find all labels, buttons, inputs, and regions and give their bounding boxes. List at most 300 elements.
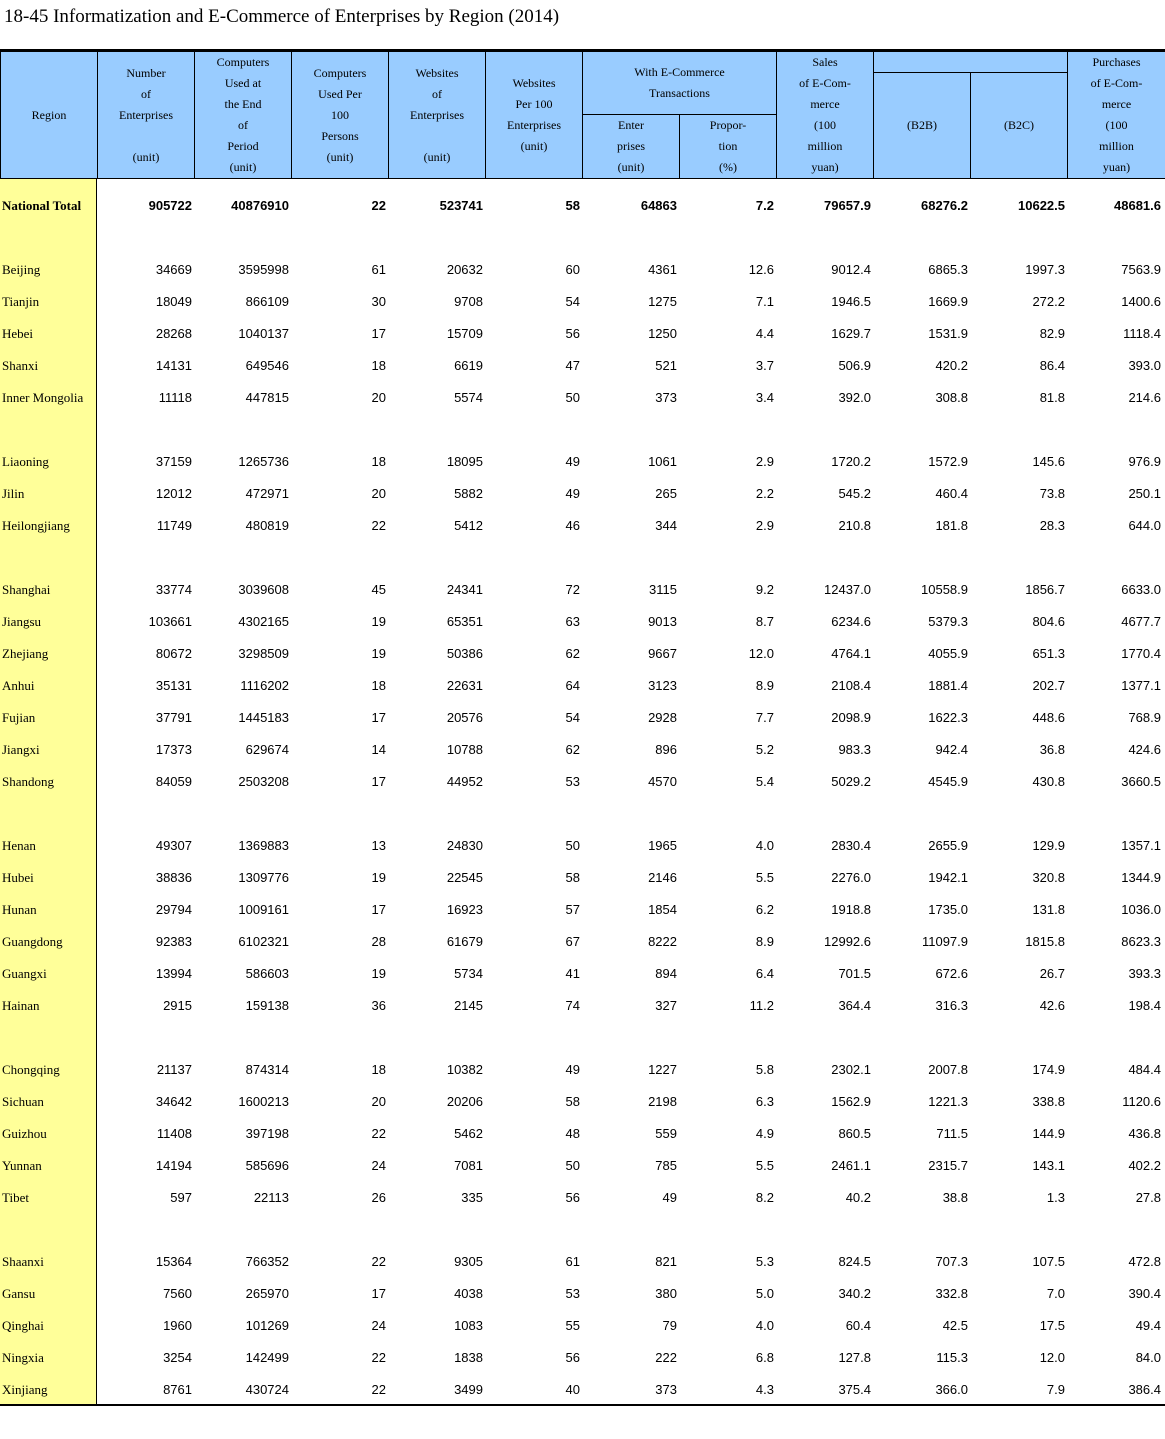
cell-websites: 6619 (454, 358, 483, 373)
cell-computers-used: 649546 (245, 358, 289, 373)
cell-ecommerce-proportion: 8.9 (755, 934, 774, 949)
cell-computers-used: 1445183 (238, 710, 289, 725)
cell-b2c: 26.7 (1039, 966, 1065, 981)
cell-ecommerce-enterprises: 821 (655, 1254, 677, 1269)
region-name: Jiangsu (2, 614, 41, 629)
cell-websites: 44952 (446, 774, 483, 789)
cell-number-of-enterprises: 7560 (163, 1286, 192, 1301)
cell-number-of-enterprises: 1960 (163, 1318, 192, 1333)
header-b2b: (B2B) (874, 73, 971, 179)
cell-b2b: 672.6 (935, 966, 968, 981)
cell-number-of-enterprises: 84059 (155, 774, 192, 789)
cell-purchases: 1377.1 (1121, 678, 1161, 693)
cell-number-of-enterprises: 33774 (155, 582, 192, 597)
cell-computers-used: 1369883 (238, 838, 289, 853)
cell-ecommerce-proportion: 5.5 (755, 1158, 774, 1173)
cell-purchases: 1344.9 (1121, 870, 1161, 885)
cell-sales: 824.5 (838, 1254, 871, 1269)
cell-computers-used: 6102321 (238, 934, 289, 949)
cell-b2c: 320.8 (1032, 870, 1065, 885)
cell-websites: 20206 (446, 1094, 483, 1109)
table-row (0, 1272, 1165, 1304)
cell-ecommerce-proportion: 9.2 (755, 582, 774, 597)
cell-b2b: 42.5 (942, 1318, 968, 1333)
table-row (0, 760, 1165, 792)
cell-websites-per-100: 57 (565, 902, 580, 917)
cell-number-of-enterprises: 11118 (158, 390, 192, 405)
cell-b2b: 1531.9 (928, 326, 968, 341)
table-row (0, 280, 1165, 312)
cell-sales: 983.3 (838, 742, 871, 757)
cell-ecommerce-enterprises: 1965 (648, 838, 677, 853)
cell-websites: 22545 (446, 870, 483, 885)
cell-ecommerce-enterprises: 222 (655, 1350, 677, 1365)
cell-sales: 375.4 (838, 1382, 871, 1397)
table-row (0, 376, 1165, 408)
cell-websites-per-100: 49 (565, 454, 580, 469)
cell-purchases: 27.8 (1135, 1190, 1161, 1205)
cell-computers-used: 629674 (245, 742, 289, 757)
cell-computers-used: 472971 (245, 486, 289, 501)
cell-computers-used: 866109 (245, 294, 289, 309)
cell-websites-per-100: 50 (565, 390, 580, 405)
cell-sales: 340.2 (838, 1286, 871, 1301)
region-name: Shaanxi (2, 1254, 44, 1269)
cell-websites: 9708 (454, 294, 483, 309)
cell-websites: 20576 (446, 710, 483, 725)
header-websites: Websites of Enterprises (unit) (389, 52, 486, 179)
region-name: Anhui (2, 678, 35, 693)
cell-websites: 523741 (439, 198, 483, 213)
cell-b2b: 366.0 (935, 1382, 968, 1397)
cell-ecommerce-proportion: 5.3 (755, 1254, 774, 1269)
cell-websites: 5412 (454, 518, 483, 533)
table-row (0, 568, 1165, 600)
cell-sales: 2098.9 (831, 710, 871, 725)
cell-ecommerce-enterprises: 265 (655, 486, 677, 501)
cell-number-of-enterprises: 34669 (155, 262, 192, 277)
cell-websites: 7081 (454, 1158, 483, 1173)
cell-ecommerce-proportion: 4.0 (755, 1318, 774, 1333)
cell-websites-per-100: 49 (565, 486, 580, 501)
cell-websites: 1838 (454, 1350, 483, 1365)
cell-purchases: 644.0 (1128, 518, 1161, 533)
region-name: Guizhou (2, 1126, 47, 1141)
cell-computers-used: 1040137 (238, 326, 289, 341)
cell-websites-per-100: 49 (565, 1062, 580, 1077)
cell-ecommerce-proportion: 7.7 (755, 710, 774, 725)
cell-purchases: 49.4 (1135, 1318, 1161, 1333)
cell-ecommerce-enterprises: 373 (655, 1382, 677, 1397)
cell-computers-per-100: 36 (371, 998, 386, 1013)
cell-computers-per-100: 24 (371, 1158, 386, 1173)
cell-b2c: 1997.3 (1025, 262, 1065, 277)
cell-websites-per-100: 63 (565, 614, 580, 629)
cell-computers-per-100: 17 (371, 326, 386, 341)
cell-purchases: 8623.3 (1121, 934, 1161, 949)
cell-websites-per-100: 54 (565, 294, 580, 309)
cell-number-of-enterprises: 38836 (155, 870, 192, 885)
cell-purchases: 250.1 (1128, 486, 1161, 501)
cell-purchases: 1770.4 (1121, 646, 1161, 661)
cell-b2b: 2007.8 (928, 1062, 968, 1077)
cell-computers-used: 766352 (245, 1254, 289, 1269)
region-name: Shandong (2, 774, 54, 789)
cell-computers-per-100: 61 (371, 262, 386, 277)
region-name: Jiangxi (2, 742, 40, 757)
cell-purchases: 84.0 (1135, 1350, 1161, 1365)
cell-purchases: 198.4 (1128, 998, 1161, 1013)
cell-b2b: 68276.2 (921, 198, 968, 213)
cell-ecommerce-proportion: 12.6 (748, 262, 774, 277)
table-row (0, 1176, 1165, 1208)
cell-computers-used: 1116202 (240, 678, 289, 693)
table-row (0, 1304, 1165, 1336)
table-row (0, 344, 1165, 376)
cell-websites: 5574 (454, 390, 483, 405)
cell-computers-per-100: 45 (371, 582, 386, 597)
header-ecommerce-group: With E-Commerce Transactions (583, 52, 777, 115)
region-name: Shanxi (2, 358, 39, 373)
cell-ecommerce-proportion: 2.9 (755, 518, 774, 533)
table-row (0, 856, 1165, 888)
table-body (0, 179, 1165, 1405)
region-name: Hunan (2, 902, 37, 917)
cell-websites-per-100: 55 (565, 1318, 580, 1333)
cell-computers-used: 2503208 (238, 774, 289, 789)
cell-sales: 2461.1 (831, 1158, 871, 1173)
cell-computers-per-100: 30 (371, 294, 386, 309)
cell-computers-used: 447815 (245, 390, 289, 405)
cell-computers-per-100: 13 (371, 838, 386, 853)
header-sales-spacer (874, 52, 1068, 73)
cell-computers-used: 586603 (245, 966, 289, 981)
cell-b2c: 430.8 (1032, 774, 1065, 789)
cell-number-of-enterprises: 28268 (155, 326, 192, 341)
cell-websites-per-100: 53 (565, 774, 580, 789)
cell-computers-per-100: 17 (371, 710, 386, 725)
cell-purchases: 393.0 (1128, 358, 1161, 373)
cell-websites-per-100: 40 (565, 1382, 580, 1397)
cell-b2c: 86.4 (1039, 358, 1065, 373)
cell-computers-per-100: 19 (371, 614, 386, 629)
cell-websites: 10382 (446, 1062, 483, 1077)
cell-ecommerce-proportion: 7.1 (755, 294, 774, 309)
cell-b2c: 12.0 (1039, 1350, 1065, 1365)
cell-computers-per-100: 22 (371, 198, 386, 213)
region-name: Ningxia (2, 1350, 44, 1365)
cell-computers-used: 3298509 (238, 646, 289, 661)
table-row (0, 728, 1165, 760)
cell-computers-per-100: 14 (371, 742, 386, 757)
cell-computers-per-100: 22 (371, 1126, 386, 1141)
header-ecommerce-proportion: Propor- tion (%) (680, 115, 777, 179)
cell-b2b: 1735.0 (928, 902, 968, 917)
cell-computers-per-100: 20 (371, 1094, 386, 1109)
cell-b2b: 1572.9 (928, 454, 968, 469)
cell-computers-used: 101269 (245, 1318, 289, 1333)
cell-b2c: 145.6 (1032, 454, 1065, 469)
bottom-rule (0, 1404, 1165, 1406)
cell-purchases: 1357.1 (1121, 838, 1161, 853)
cell-b2b: 11097.9 (921, 934, 968, 949)
cell-ecommerce-enterprises: 1227 (648, 1062, 677, 1077)
cell-websites-per-100: 56 (565, 1350, 580, 1365)
cell-computers-per-100: 20 (371, 390, 386, 405)
cell-sales: 364.4 (838, 998, 871, 1013)
cell-ecommerce-enterprises: 2146 (648, 870, 677, 885)
cell-computers-per-100: 17 (371, 774, 386, 789)
cell-computers-used: 3039608 (238, 582, 289, 597)
cell-websites-per-100: 74 (565, 998, 580, 1013)
cell-ecommerce-proportion: 2.9 (755, 454, 774, 469)
cell-purchases: 402.2 (1128, 1158, 1161, 1173)
cell-computers-per-100: 17 (371, 1286, 386, 1301)
cell-purchases: 3660.5 (1121, 774, 1161, 789)
table-row (0, 888, 1165, 920)
cell-websites-per-100: 64 (565, 678, 580, 693)
cell-purchases: 393.3 (1128, 966, 1161, 981)
region-name: Guangdong (2, 934, 63, 949)
cell-b2b: 6865.3 (928, 262, 968, 277)
cell-ecommerce-enterprises: 1250 (648, 326, 677, 341)
cell-b2c: 338.8 (1032, 1094, 1065, 1109)
cell-sales: 2108.4 (831, 678, 871, 693)
header-number-of-enterprises: Number of Enterprises (unit) (98, 52, 195, 179)
cell-purchases: 6633.0 (1121, 582, 1161, 597)
region-name: Hainan (2, 998, 40, 1013)
cell-websites: 5734 (454, 966, 483, 981)
cell-ecommerce-enterprises: 9667 (648, 646, 677, 661)
cell-number-of-enterprises: 80672 (155, 646, 192, 661)
cell-ecommerce-enterprises: 49 (662, 1190, 677, 1205)
cell-b2c: 804.6 (1032, 614, 1065, 629)
cell-computers-used: 1265736 (238, 454, 289, 469)
cell-number-of-enterprises: 15364 (155, 1254, 192, 1269)
cell-number-of-enterprises: 13994 (155, 966, 192, 981)
cell-websites-per-100: 48 (565, 1126, 580, 1141)
cell-b2c: 10622.5 (1018, 198, 1065, 213)
cell-ecommerce-enterprises: 3115 (649, 582, 677, 597)
cell-b2b: 1881.4 (928, 678, 968, 693)
cell-sales: 1720.2 (831, 454, 871, 469)
cell-websites: 16923 (446, 902, 483, 917)
cell-purchases: 1120.6 (1122, 1094, 1161, 1109)
cell-ecommerce-proportion: 5.5 (755, 870, 774, 885)
region-name: Hebei (2, 326, 34, 341)
table-row (0, 1144, 1165, 1176)
cell-websites-per-100: 56 (565, 1190, 580, 1205)
cell-ecommerce-enterprises: 4361 (648, 262, 677, 277)
cell-number-of-enterprises: 37791 (155, 710, 192, 725)
cell-websites-per-100: 67 (565, 934, 580, 949)
cell-websites-per-100: 47 (565, 358, 580, 373)
cell-computers-per-100: 18 (371, 358, 386, 373)
cell-b2b: 4055.9 (928, 646, 968, 661)
cell-sales: 2302.1 (831, 1062, 871, 1077)
cell-purchases: 1400.6 (1121, 294, 1161, 309)
cell-sales: 60.4 (845, 1318, 871, 1333)
cell-number-of-enterprises: 103661 (148, 614, 192, 629)
cell-b2c: 144.9 (1032, 1126, 1065, 1141)
cell-computers-per-100: 19 (371, 646, 386, 661)
cell-computers-used: 142499 (245, 1350, 289, 1365)
cell-computers-used: 1600213 (238, 1094, 289, 1109)
cell-ecommerce-enterprises: 1275 (648, 294, 677, 309)
cell-b2c: 36.8 (1039, 742, 1065, 757)
cell-websites: 335 (461, 1190, 483, 1205)
cell-sales: 860.5 (838, 1126, 871, 1141)
cell-ecommerce-enterprises: 1854 (648, 902, 677, 917)
cell-purchases: 4677.7 (1121, 614, 1161, 629)
cell-number-of-enterprises: 8761 (163, 1382, 192, 1397)
cell-purchases: 386.4 (1128, 1382, 1161, 1397)
cell-b2c: 143.1 (1032, 1158, 1065, 1173)
cell-b2b: 2655.9 (928, 838, 968, 853)
cell-purchases: 436.8 (1128, 1126, 1161, 1141)
cell-purchases: 7563.9 (1121, 262, 1161, 277)
header-ecommerce-enterprises: Enter prises (unit) (583, 115, 680, 179)
cell-b2c: 28.3 (1039, 518, 1065, 533)
cell-number-of-enterprises: 14131 (155, 358, 192, 373)
cell-websites: 24830 (446, 838, 483, 853)
cell-number-of-enterprises: 905722 (148, 198, 192, 213)
cell-purchases: 1036.0 (1121, 902, 1161, 917)
cell-ecommerce-proportion: 8.2 (755, 1190, 774, 1205)
cell-ecommerce-proportion: 5.8 (755, 1062, 774, 1077)
cell-websites: 20632 (446, 262, 483, 277)
cell-number-of-enterprises: 34642 (155, 1094, 192, 1109)
cell-number-of-enterprises: 11408 (156, 1126, 192, 1141)
cell-b2b: 711.5 (936, 1126, 968, 1141)
cell-ecommerce-proportion: 3.7 (755, 358, 774, 373)
cell-ecommerce-enterprises: 8222 (648, 934, 677, 949)
cell-websites-per-100: 53 (565, 1286, 580, 1301)
cell-ecommerce-proportion: 6.8 (755, 1350, 774, 1365)
cell-sales: 1629.7 (831, 326, 871, 341)
cell-websites-per-100: 60 (565, 262, 580, 277)
table-row (0, 1048, 1165, 1080)
cell-computers-used: 40876910 (231, 198, 289, 213)
table-row (0, 248, 1165, 280)
cell-ecommerce-enterprises: 380 (655, 1286, 677, 1301)
cell-sales: 2276.0 (831, 870, 871, 885)
cell-b2b: 316.3 (935, 998, 968, 1013)
cell-b2c: 1815.8 (1025, 934, 1065, 949)
cell-ecommerce-proportion: 7.2 (755, 198, 774, 213)
cell-computers-used: 430724 (245, 1382, 289, 1397)
cell-sales: 701.5 (838, 966, 871, 981)
cell-ecommerce-enterprises: 3123 (648, 678, 677, 693)
cell-number-of-enterprises: 14194 (155, 1158, 192, 1173)
cell-websites-per-100: 58 (565, 198, 580, 213)
cell-b2c: 73.8 (1039, 486, 1065, 501)
cell-number-of-enterprises: 2915 (163, 998, 192, 1013)
cell-b2c: 82.9 (1039, 326, 1065, 341)
cell-ecommerce-proportion: 12.0 (748, 646, 774, 661)
cell-computers-per-100: 28 (371, 934, 386, 949)
cell-ecommerce-enterprises: 344 (655, 518, 677, 533)
region-name: Jilin (2, 486, 25, 501)
region-name: Inner Mongolia (2, 390, 84, 405)
cell-websites: 5882 (454, 486, 483, 501)
cell-websites-per-100: 58 (565, 1094, 580, 1109)
cell-ecommerce-proportion: 11.2 (749, 998, 774, 1013)
cell-ecommerce-enterprises: 9013 (648, 614, 677, 629)
cell-ecommerce-proportion: 4.9 (755, 1126, 774, 1141)
region-name: Hubei (2, 870, 34, 885)
cell-b2b: 115.3 (936, 1350, 968, 1365)
cell-websites: 2145 (454, 998, 483, 1013)
cell-computers-per-100: 26 (371, 1190, 386, 1205)
table-row (0, 632, 1165, 664)
cell-purchases: 48681.6 (1114, 198, 1161, 213)
region-name: Gansu (2, 1286, 36, 1301)
cell-computers-per-100: 18 (371, 678, 386, 693)
cell-number-of-enterprises: 3254 (163, 1350, 192, 1365)
cell-b2c: 17.5 (1039, 1318, 1065, 1333)
region-name: Tianjin (2, 294, 40, 309)
table-row (0, 984, 1165, 1016)
cell-number-of-enterprises: 17373 (155, 742, 192, 757)
cell-b2c: 7.9 (1046, 1382, 1065, 1397)
cell-number-of-enterprises: 11749 (156, 518, 192, 533)
cell-purchases: 768.9 (1128, 710, 1161, 725)
cell-computers-per-100: 18 (371, 454, 386, 469)
table-row (0, 664, 1165, 696)
cell-websites: 5462 (454, 1126, 483, 1141)
cell-b2b: 420.2 (935, 358, 968, 373)
cell-websites-per-100: 54 (565, 710, 580, 725)
cell-websites: 1083 (454, 1318, 483, 1333)
table-row (0, 1368, 1165, 1400)
header-computers-used: Computers Used at the End of Period (unit) (195, 52, 292, 179)
cell-sales: 1946.5 (831, 294, 871, 309)
cell-sales: 1918.8 (831, 902, 871, 917)
cell-b2b: 332.8 (935, 1286, 968, 1301)
cell-sales: 127.8 (838, 1350, 871, 1365)
cell-b2b: 308.8 (935, 390, 968, 405)
cell-number-of-enterprises: 49307 (155, 838, 192, 853)
cell-computers-used: 22113 (253, 1190, 289, 1205)
cell-ecommerce-proportion: 5.2 (755, 742, 774, 757)
cell-websites: 18095 (446, 454, 483, 469)
cell-number-of-enterprises: 37159 (155, 454, 192, 469)
cell-sales: 210.8 (838, 518, 871, 533)
cell-ecommerce-proportion: 8.9 (755, 678, 774, 693)
cell-b2b: 460.4 (935, 486, 968, 501)
cell-computers-used: 159138 (245, 998, 289, 1013)
cell-ecommerce-proportion: 4.4 (755, 326, 774, 341)
cell-purchases: 472.8 (1128, 1254, 1161, 1269)
cell-websites: 24341 (446, 582, 483, 597)
cell-ecommerce-enterprises: 64863 (640, 198, 677, 213)
cell-websites: 65351 (446, 614, 483, 629)
cell-sales: 5029.2 (831, 774, 871, 789)
table-row (0, 1080, 1165, 1112)
cell-sales: 9012.4 (831, 262, 871, 277)
cell-b2b: 1942.1 (928, 870, 968, 885)
cell-number-of-enterprises: 35131 (155, 678, 192, 693)
cell-purchases: 976.9 (1128, 454, 1161, 469)
cell-ecommerce-enterprises: 4570 (648, 774, 677, 789)
cell-b2c: 42.6 (1039, 998, 1065, 1013)
header-region: Region (1, 52, 98, 179)
cell-websites-per-100: 46 (565, 518, 580, 533)
cell-ecommerce-proportion: 6.3 (755, 1094, 774, 1109)
cell-b2c: 272.2 (1032, 294, 1065, 309)
cell-computers-per-100: 20 (371, 486, 386, 501)
